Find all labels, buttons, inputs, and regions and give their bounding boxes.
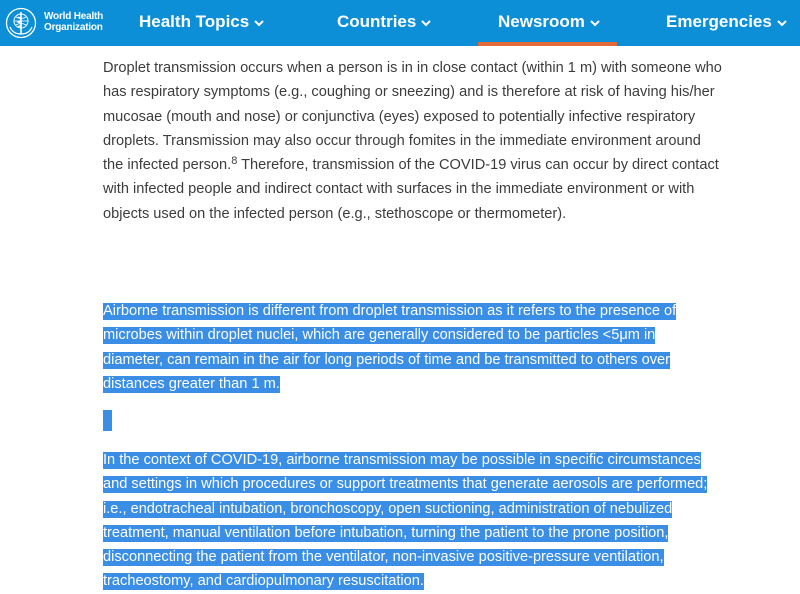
droplet-transmission-paragraph (103, 56, 723, 226)
nav-emergencies-label: Emergencies (666, 12, 772, 31)
who-logo-text[interactable] (44, 11, 103, 33)
chevron-down-icon (589, 17, 601, 29)
top-navigation-bar (0, 0, 800, 46)
chevron-down-icon (776, 17, 788, 29)
selected-text-para3: In the context of COVID-19, airborne transmission may be possible in specific circumstances and settings in which procedures or support treatments that generate aerosols are performed; i.e., endotracheal intubation, bronchoscopy, open suctioning, administration of nebulized treatment, manual ventilation before intubation, turning the patient to the prone position, disconnecting the patient from the ventilator, non-invasive positive-pressure ventilation, tracheostomy, and cardiopulmonary resuscitation. (103, 452, 708, 590)
nav-countries[interactable] (337, 0, 432, 46)
chevron-down-icon (253, 17, 265, 29)
who-emblem-icon[interactable] (5, 7, 37, 39)
nav-newsroom[interactable] (498, 0, 601, 46)
article-body (103, 56, 723, 590)
airborne-transmission-paragraph (103, 299, 718, 396)
nav-health-topics[interactable] (139, 0, 265, 46)
covid-airborne-context-paragraph (103, 448, 718, 594)
selected-empty-line (103, 410, 112, 431)
logo-line-1: World Health (44, 11, 104, 22)
para1-text: Droplet transmission occurs when a person is in in close contact (within 1 m) with someone who has respiratory symptoms (e.g., coughing or sneezing) and is therefore at risk of having his/her mucosae (mouth and nose) or conjunctiva (eyes) exposed to potentially infective respiratory droplets. Transmission may also occur through fomites in the immediate environment around the infected person. (103, 60, 722, 174)
logo-line-2: Organization (44, 22, 103, 33)
nav-health-topics-label: Health Topics (139, 12, 250, 31)
nav-countries-label: Countries (337, 12, 417, 31)
chevron-down-icon (420, 17, 432, 29)
nav-emergencies[interactable] (666, 0, 788, 46)
nav-newsroom-label: Newsroom (498, 12, 585, 31)
selected-text-para2: Airborne transmission is different from droplet transmission as it refers to the presence of microbes within droplet nuclei, which are generally considered to be particles <5μm in diameter, can remain in the air for long periods of time and be transmitted to others over distances greater than 1 m. (103, 303, 677, 392)
para1-tail: Therefore, transmission of the COVID-19 virus can occur by direct contact with infected people and indirect contact with surfaces in the immediate environment or with objects used on the infected person (e.g., stethoscope or thermometer). (103, 157, 719, 222)
reference-8-link[interactable]: 8 (231, 155, 238, 168)
